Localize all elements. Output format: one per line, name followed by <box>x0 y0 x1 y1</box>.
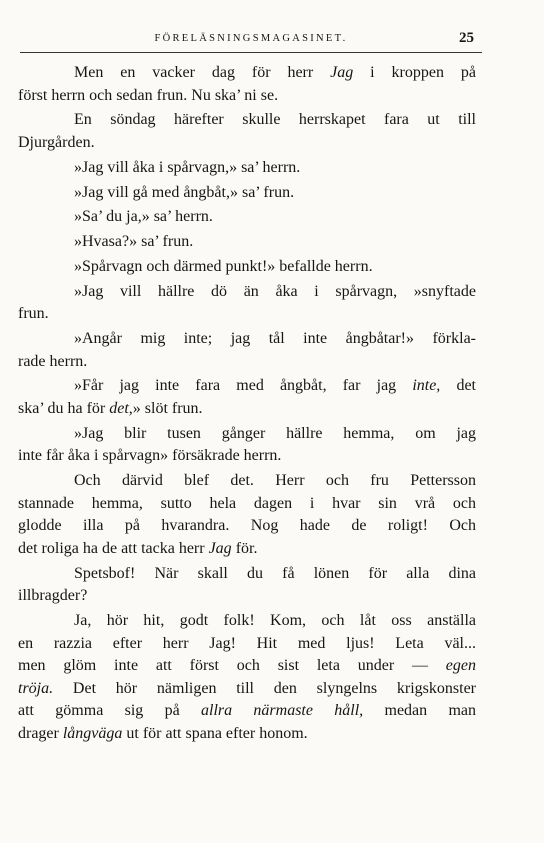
italic-text: det, <box>109 400 133 417</box>
body-text <box>18 62 476 746</box>
text-run: för. <box>231 539 258 557</box>
italic-text: egen <box>445 657 476 675</box>
text-run: Och därvid blef det. Herr och fru Pettersson <box>74 472 476 490</box>
paragraph <box>18 109 476 154</box>
text-line <box>18 398 476 421</box>
text-run: stannade hemma, sutto hela dagen i hvar sin vrå och <box>18 494 476 512</box>
text-run: Det hör nämligen till den slyngelns krigskonster <box>53 679 476 697</box>
text-run: » slöt frun. <box>132 400 203 417</box>
text-run: men glöm inte att först och sist leta under — <box>18 657 446 675</box>
paragraph <box>18 281 476 326</box>
text-run: illbragder? <box>18 587 88 605</box>
text-run: medan man <box>363 702 476 720</box>
text-line <box>18 678 476 701</box>
paragraph <box>18 563 476 608</box>
text-line <box>18 470 476 493</box>
text-line <box>18 109 476 132</box>
text-run: ut för att spana efter honom. <box>122 725 308 743</box>
text-run: »Hvasa?» sa’ frun. <box>74 233 194 251</box>
text-run: »Får jag inte fara med ångbåt, far jag <box>74 377 413 395</box>
text-line <box>18 563 476 586</box>
text-line <box>18 132 476 155</box>
text-run: en razzia efter herr Jag! Hit med ljus! Leta väl... <box>18 634 476 652</box>
text-run: rade herrn. <box>18 352 88 370</box>
running-header <box>20 30 482 53</box>
running-title: FÖRELÄSNINGSMAGASINET. <box>154 33 348 44</box>
paragraph <box>18 375 476 420</box>
italic-text: inte, <box>412 377 441 395</box>
paragraph <box>18 423 476 468</box>
text-run: »Sa’ du ja,» sa’ herrn. <box>74 208 213 226</box>
text-line <box>18 62 476 85</box>
text-run: i kroppen på <box>353 64 477 81</box>
text-line <box>18 375 476 398</box>
text-line <box>18 538 476 561</box>
text-line <box>18 423 476 446</box>
text-run: »Spårvagn och därmed punkt!» befallde herrn. <box>74 257 373 275</box>
paragraph <box>18 206 476 229</box>
text-run: inte får åka i spårvagn» försäkrade herrn. <box>18 447 282 465</box>
text-line <box>18 157 476 180</box>
text-line <box>18 445 476 468</box>
text-run: »Jag vill hällre dö än åka i spårvagn, »snyftade <box>74 282 476 300</box>
text-run: frun. <box>18 305 49 323</box>
paragraph <box>18 256 476 279</box>
text-run: »Jag vill gå med ångbåt,» sa’ frun. <box>74 183 295 201</box>
paragraph <box>18 328 476 373</box>
text-line <box>18 351 476 374</box>
text-run: att gömma sig på <box>18 702 201 720</box>
text-run: drager <box>18 725 63 743</box>
text-line <box>18 585 476 608</box>
text-line <box>18 182 476 205</box>
italic-text: långväga <box>62 725 123 743</box>
text-run: Men en vacker dag för herr <box>74 64 331 81</box>
text-line <box>18 256 476 279</box>
paragraph <box>18 231 476 254</box>
text-line <box>18 610 476 633</box>
text-line <box>18 700 476 723</box>
text-run: Djurgården. <box>18 133 95 151</box>
text-run: »Jag vill åka i spårvagn,» sa’ herrn. <box>74 158 301 176</box>
paragraph <box>18 62 476 107</box>
text-line <box>18 493 476 516</box>
text-line <box>18 231 476 254</box>
text-run: Spetsbof! När skall du få lönen för alla dina <box>74 564 476 582</box>
text-run: ska’ du ha för <box>18 400 110 417</box>
text-run: »Jag blir tusen gånger hällre hemma, om jag <box>74 424 476 442</box>
text-line <box>18 281 476 304</box>
italic-text: allra närmaste håll, <box>201 702 364 720</box>
text-run: glodde illa på hvarandra. Nog hade de roligt! Och <box>18 517 476 535</box>
text-line <box>18 303 476 326</box>
paragraph <box>18 610 476 746</box>
text-run: först herrn och sedan frun. Nu ska’ ni se. <box>18 86 279 104</box>
text-run: det <box>440 377 476 395</box>
text-line <box>18 633 476 656</box>
text-line <box>18 328 476 351</box>
italic-text: Jag <box>208 539 232 557</box>
text-line <box>18 723 476 746</box>
text-line <box>18 655 476 678</box>
paragraph <box>18 182 476 205</box>
text-run: Ja, hör hit, godt folk! Kom, och låt oss anställa <box>74 612 476 630</box>
italic-text: Jag <box>330 64 354 81</box>
paragraph <box>18 157 476 180</box>
text-run: En söndag härefter skulle herrskapet fara ut till <box>74 111 476 129</box>
text-run: det roliga ha de att tacka herr <box>18 539 209 557</box>
text-line <box>18 85 476 108</box>
paragraph <box>18 470 476 560</box>
page-number: 25 <box>459 30 474 46</box>
text-line <box>18 206 476 229</box>
header-rule <box>20 52 482 53</box>
text-line <box>18 515 476 538</box>
text-run: »Angår mig inte; jag tål inte ångbåtar!» förkla- <box>74 330 476 348</box>
italic-text: tröja. <box>18 679 54 697</box>
